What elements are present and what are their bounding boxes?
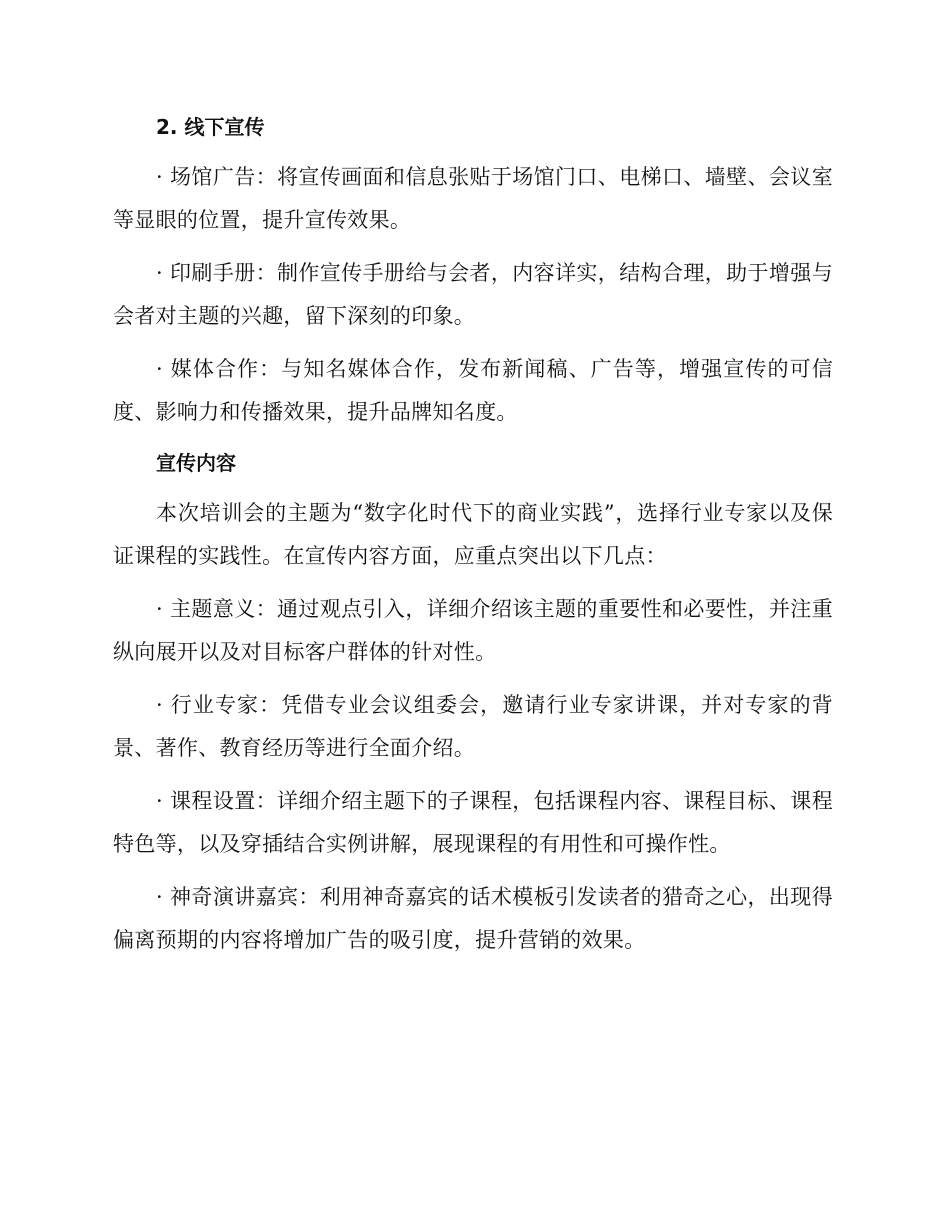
document-body: [113, 108, 833, 972]
paragraph-venue-ads: · 场馆广告：将宣传画面和信息张贴于场馆门口、电梯口、墙壁、会议室等显眼的位置，提升宣传效果。: [113, 165, 833, 232]
paragraph-guest-speakers: · 神奇演讲嘉宾：利用神奇嘉宾的话术模板引发读者的猎奇之心，出现得偏离预期的内容将增加广告的吸引度，提升营销的效果。: [113, 885, 833, 952]
section-heading-offline-promotion: 2. 线下宣传: [156, 115, 265, 139]
paragraph-printed-brochure: · 印刷手册：制作宣传手册给与会者，内容详实，结构合理，助于增强与会者对主题的兴趣，留下深刻的印象。: [113, 261, 833, 328]
paragraph-industry-experts: · 行业专家：凭借专业会议组委会，邀请行业专家讲课，并对专家的背景、著作、教育经历等进行全面介绍。: [113, 693, 833, 760]
paragraph-training-theme: 本次培训会的主题为“数字化时代下的商业实践”，选择行业专家以及保证课程的实践性。在宣传内容方面，应重点突出以下几点：: [113, 501, 833, 568]
section-heading-promotion-content: 宣传内容: [156, 451, 236, 475]
paragraph-course-setup: · 课程设置：详细介绍主题下的子课程，包括课程内容、课程目标、课程特色等，以及穿插结合实例讲解，展现课程的有用性和可操作性。: [113, 789, 833, 856]
paragraph-theme-significance: · 主题意义：通过观点引入，详细介绍该主题的重要性和必要性，并注重纵向展开以及对目标客户群体的针对性。: [113, 597, 833, 664]
paragraph-media-cooperation: · 媒体合作：与知名媒体合作，发布新闻稿、广告等，增强宣传的可信度、影响力和传播效果，提升品牌知名度。: [113, 357, 833, 424]
